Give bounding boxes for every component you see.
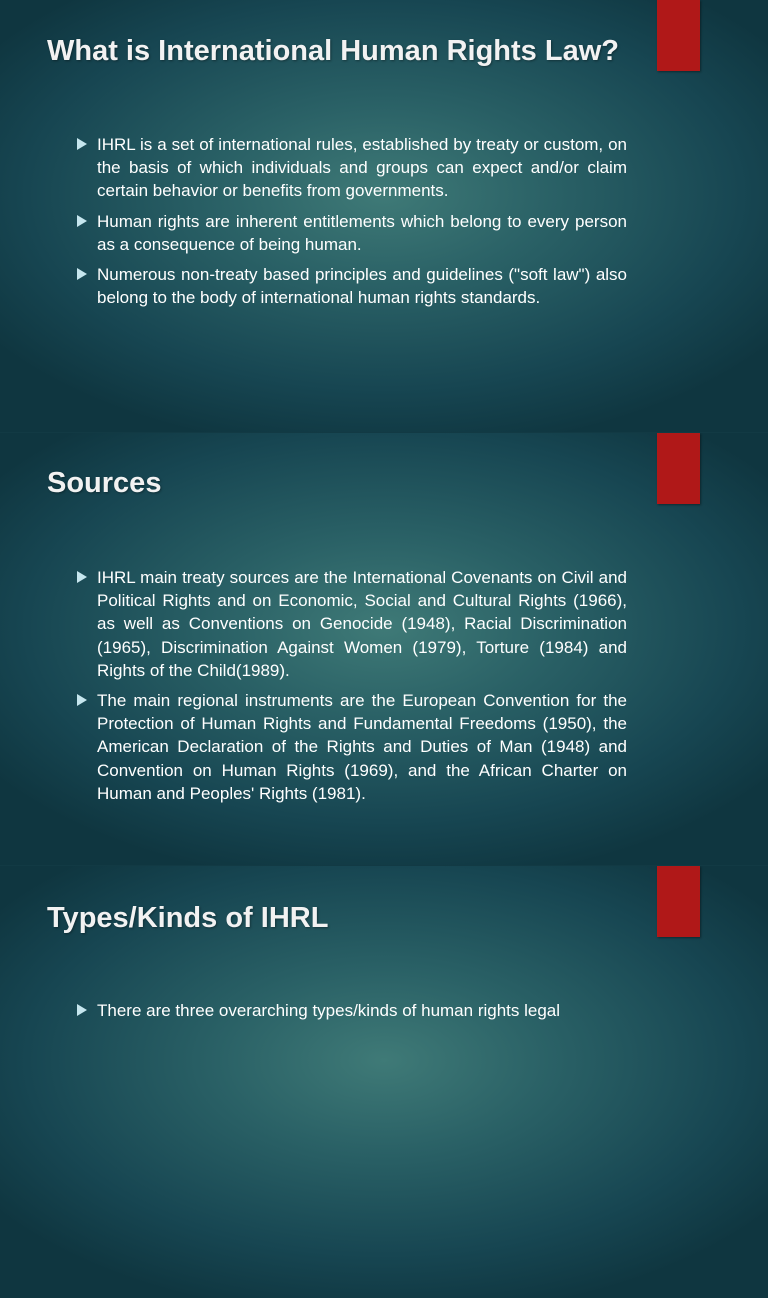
slide-title: Types/Kinds of IHRL [47, 902, 329, 934]
bullet-item [75, 133, 627, 203]
bullet-text: IHRL is a set of international rules, established by treaty or custom, on the basis of which individuals and groups can expect and/or claim certain behavior or benefits from governments. [97, 135, 627, 201]
bullet-text: There are three overarching types/kinds of human rights legal [97, 1001, 561, 1020]
red-accent-bar [657, 866, 700, 937]
bullet-item [75, 263, 627, 309]
slide-sources [0, 433, 768, 865]
slide-title: Sources [47, 467, 162, 499]
bullet-list [75, 999, 627, 1029]
bullet-text: Human rights are inherent entitlements which belong to every person as a consequence of being human. [97, 211, 627, 254]
play-triangle-icon [77, 571, 87, 583]
slide-what-is-ihrl [0, 0, 768, 432]
play-triangle-icon [77, 215, 87, 227]
red-accent-bar [657, 433, 700, 504]
bullet-text: IHRL main treaty sources are the International Covenants on Civil and Political Rights and on Economic, Social and Cultural Rights (1966), as well as Conventions on Genocide (1948), Racial Discrimination (1965), Discrimination Against Women (1979), Torture (1984) and Rights of the Child(1989). [97, 568, 627, 680]
play-triangle-icon [77, 268, 87, 280]
bullet-list [75, 133, 627, 316]
bullet-item [75, 999, 627, 1022]
bullet-list [75, 566, 627, 812]
bullet-text: The main regional instruments are the European Convention for the Protection of Human Rights and Fundamental Freedoms (1950), the American Declaration of the Rights and Duties of Man (1948) and Convention on Human Rights (1969), and the African Charter on Human and Peoples' Rights (1981). [97, 691, 627, 803]
bullet-item [75, 210, 627, 256]
play-triangle-icon [77, 694, 87, 706]
slide-title: What is International Human Rights Law? [47, 35, 619, 67]
bullet-item [75, 689, 627, 805]
play-triangle-icon [77, 1004, 87, 1016]
play-triangle-icon [77, 138, 87, 150]
red-accent-bar [657, 0, 700, 71]
slide-types-of-ihrl [0, 866, 768, 1298]
bullet-item [75, 566, 627, 682]
bullet-text: Numerous non-treaty based principles and guidelines ("soft law") also belong to the body of international human rights standards. [97, 265, 627, 308]
